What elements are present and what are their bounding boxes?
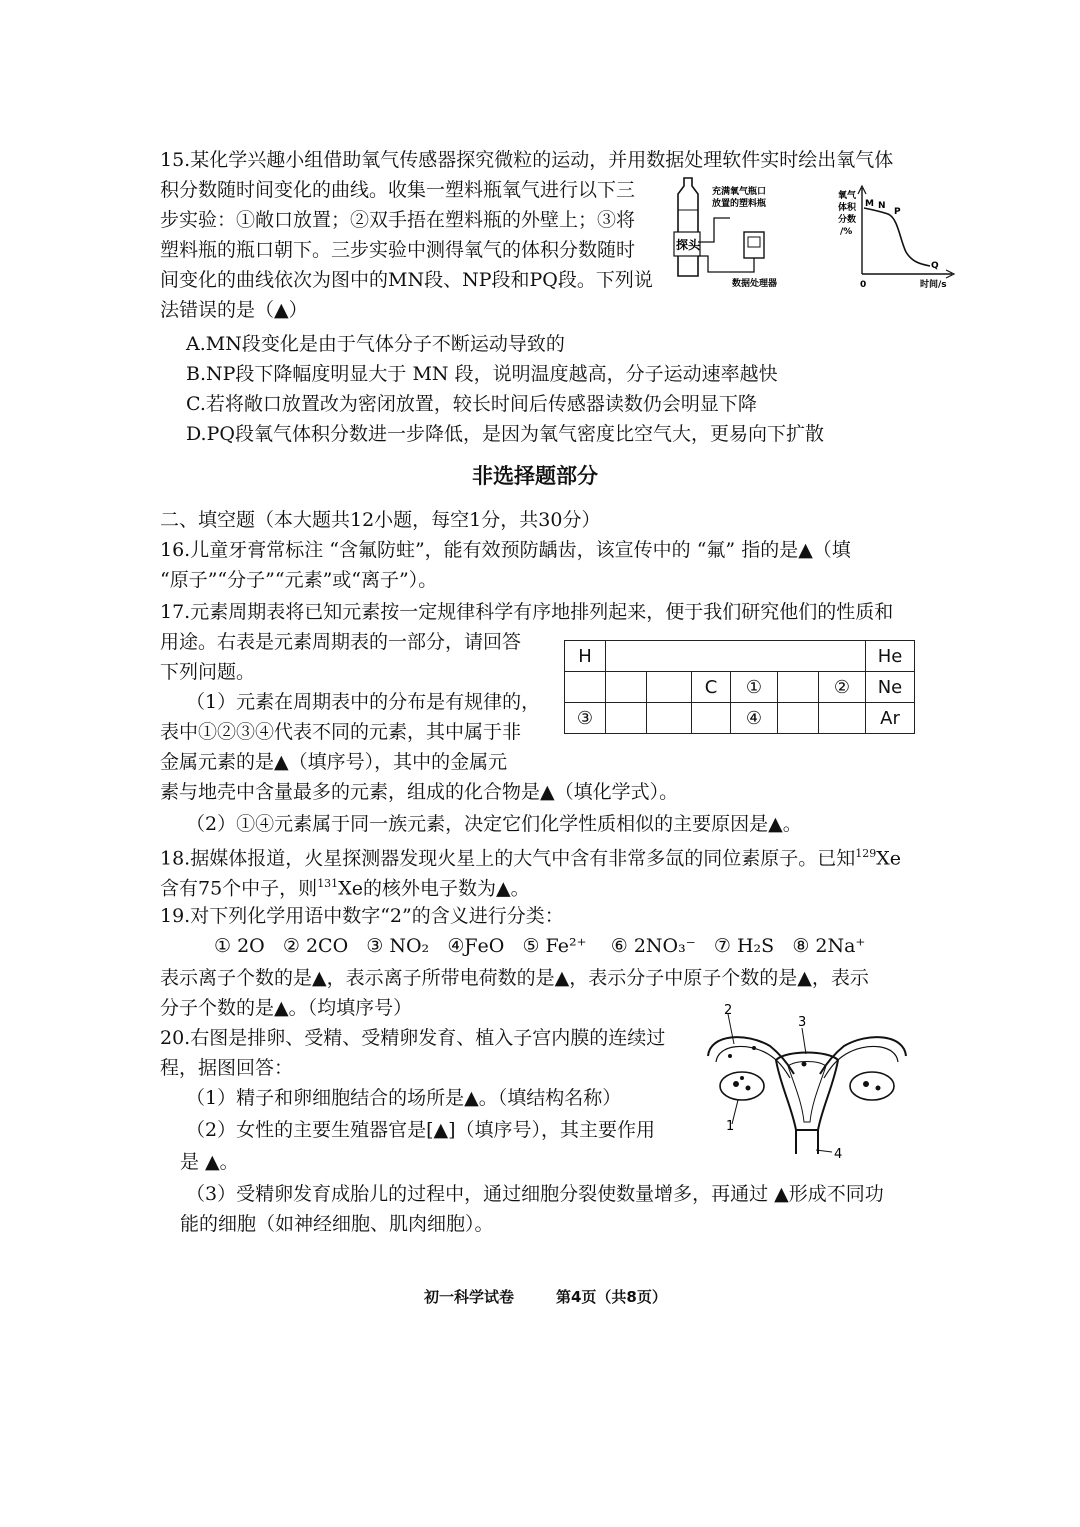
q15-option-c: C.若将敞口放置改为密闭放置，较长时间后传感器读数仍会明显下降 (186, 393, 757, 415)
graph-point-q: Q (931, 261, 939, 271)
q17-line-2: 用途。右表是元素周期表的一部分，请回答 (160, 631, 522, 653)
q17-line-5: 表中①②③④代表不同的元素，其中属于非 (160, 721, 522, 743)
q17-line-6: 金属元素的是▲（填序号），其中的金属元 (160, 751, 508, 773)
section2-header: 二、填空题（本大题共12小题，每空1分，共30分） (160, 509, 601, 531)
pt-cell (692, 703, 731, 734)
pt-cell (647, 703, 692, 734)
pt-cell-h: H (565, 641, 606, 672)
q18-line-2-end: Xe的核外电子数为▲。 (338, 877, 530, 900)
pt-cell-1: ① (731, 672, 778, 703)
figure-label-1: 1 (726, 1119, 735, 1134)
pt-cell-2: ② (819, 672, 866, 703)
q18-line-2-text: 含有75个中子，则 (160, 877, 318, 900)
footer-page-number: 第4页（共8页） (556, 1288, 667, 1306)
q19-title: 19.对下列化学用语中数字“2”的含义进行分类： (160, 905, 564, 927)
q15-option-d: D.PQ段氧气体积分数进一步降低，是因为氧气密度比空气大，更易向下扩散 (186, 423, 824, 445)
q17-line-1: 17.元素周期表将已知元素按一定规律科学有序地排列起来，便于我们研究他们的性质和 (160, 601, 894, 623)
q15-line-3: 步实验：①敞口放置；②双手捂在塑料瓶的外壁上；③将 (160, 209, 636, 231)
figure-label-4: 4 (834, 1147, 843, 1162)
pt-cell-gap (606, 641, 866, 672)
graph-point-n: N (878, 201, 886, 211)
pt-cell (606, 703, 647, 734)
q19-item: ④ƑeO (447, 935, 505, 957)
pt-cell (606, 672, 647, 703)
bottle-label-2: 放置的塑料瓶 (712, 199, 767, 209)
q20-line-2: 程，据图回答： (160, 1057, 294, 1079)
periodic-table-excerpt (564, 640, 915, 734)
pt-cell-ar: Ar (866, 703, 915, 734)
q20-line-6: （3）受精卵发育成胎儿的过程中，通过细胞分裂使数量增多，再通过 ▲形成不同功 (186, 1183, 884, 1205)
graph-origin: 0 (860, 280, 867, 290)
section-title: 非选择题部分 (472, 464, 598, 488)
q18-line-1 (160, 840, 901, 872)
q15-line-6: 法错误的是（▲） (160, 299, 308, 321)
q17-line-8: （2）①④元素属于同一族元素，决定它们化学性质相似的主要原因是▲。 (186, 813, 802, 835)
q20-line-4: （2）女性的主要生殖器官是[▲]（填序号），其主要作用 (186, 1119, 656, 1141)
oxygen-sensor-apparatus-figure (668, 172, 798, 292)
bottle-label-1: 充满氧气瓶口 (712, 187, 767, 197)
pt-cell-3: ③ (565, 703, 606, 734)
q15-line-2: 积分数随时间变化的曲线。收集一塑料瓶氧气进行以下三 (160, 179, 636, 201)
graph-x-label: 时间/s (920, 280, 947, 290)
q19-line-2: 表示离子个数的是▲，表示离子所带电荷数的是▲，表示分子中原子个数的是▲，表示 (160, 967, 869, 989)
q18-mass-number-2: 131 (317, 877, 339, 890)
q15-option-a: A.MN段变化是由于气体分子不断运动导致的 (186, 333, 565, 355)
q19-item: ⑥ 2NO₃⁻ (610, 935, 696, 957)
q20-line-7: 能的细胞（如神经细胞、肌肉细胞）。 (180, 1213, 494, 1235)
pt-cell-c: C (692, 672, 731, 703)
pt-cell (778, 703, 819, 734)
q19-item: ⑦ H₂S (713, 935, 775, 957)
pt-cell-ne: Ne (866, 672, 915, 703)
graph-y-label-3: 分数 (838, 215, 857, 225)
pt-cell-he: He (866, 641, 915, 672)
pt-cell (565, 672, 606, 703)
pt-cell (819, 703, 866, 734)
processor-label: 数据处理器 (732, 279, 778, 289)
q15-line-5: 间变化的曲线依次为图中的MN段、NP段和PQ段。下列说 (160, 269, 653, 291)
pt-cell-4: ④ (731, 703, 778, 734)
q18-line-1-text: 18.据媒体报道，火星探测器发现火星上的大气中含有非常多氙的同位素原子。已知 (160, 847, 856, 870)
graph-y-label-2: 体积 (838, 203, 857, 213)
oxygen-curve-graph-figure (834, 180, 964, 290)
q19-items (214, 932, 865, 960)
q15-line-4: 塑料瓶的瓶口朝下。三步实验中测得氧气的体积分数随时 (160, 239, 636, 261)
graph-point-p: P (894, 207, 901, 217)
q15-option-b: B.NP段下降幅度明显大于 MN 段，说明温度越高，分子运动速率越快 (186, 363, 778, 385)
graph-y-label-1: 氧气 (838, 191, 857, 201)
q18-symbol-1: Xe (876, 847, 901, 870)
graph-y-label-4: /% (840, 227, 853, 237)
q19-item: ⑤ Fe²⁺ (522, 935, 587, 957)
pt-cell (647, 672, 692, 703)
female-reproductive-system-figure (696, 1004, 920, 1164)
figure-label-2: 2 (724, 1004, 733, 1018)
q15-line-1: 15.某化学兴趣小组借助氧气传感器探究微粒的运动，并用数据处理软件实时绘出氧气体 (160, 149, 894, 171)
figure-label-3: 3 (798, 1015, 807, 1030)
q19-item: ③ NO₂ (366, 935, 430, 957)
q18-line-2 (160, 870, 530, 902)
q20-line-5: 是 ▲。 (180, 1151, 239, 1173)
q18-mass-number-1: 129 (855, 847, 877, 860)
q19-item: ② 2CO (282, 935, 349, 957)
q19-item: ⑧ 2Na⁺ (792, 935, 866, 957)
footer-title: 初一科学试卷 (424, 1288, 515, 1306)
q20-line-1: 20.右图是排卵、受精、受精卵发育、植入子宫内膜的连续过 (160, 1027, 666, 1049)
q16-line-2: “原子”“分子”“元素”或“离子”）。 (160, 569, 438, 591)
q17-line-7: 素与地壳中含量最多的元素，组成的化合物是▲（填化学式）。 (160, 781, 679, 803)
q17-line-3: 下列问题。 (160, 661, 256, 683)
pt-cell (778, 672, 819, 703)
q16-line-1: 16.儿童牙膏常标注 “含氟防蛀”，能有效预防龋齿，该宣传中的 “氟” 指的是▲（填 (160, 539, 851, 561)
q17-line-4: （1）元素在周期表中的分布是有规律的， (186, 691, 541, 713)
graph-point-m: M (865, 199, 874, 209)
q19-item: ① 2O (214, 935, 265, 957)
probe-label: 探头 (676, 238, 701, 252)
q20-line-3: （1）精子和卵细胞结合的场所是▲。（填结构名称） (186, 1087, 622, 1109)
q19-line-3: 分子个数的是▲。（均填序号） (160, 997, 413, 1019)
